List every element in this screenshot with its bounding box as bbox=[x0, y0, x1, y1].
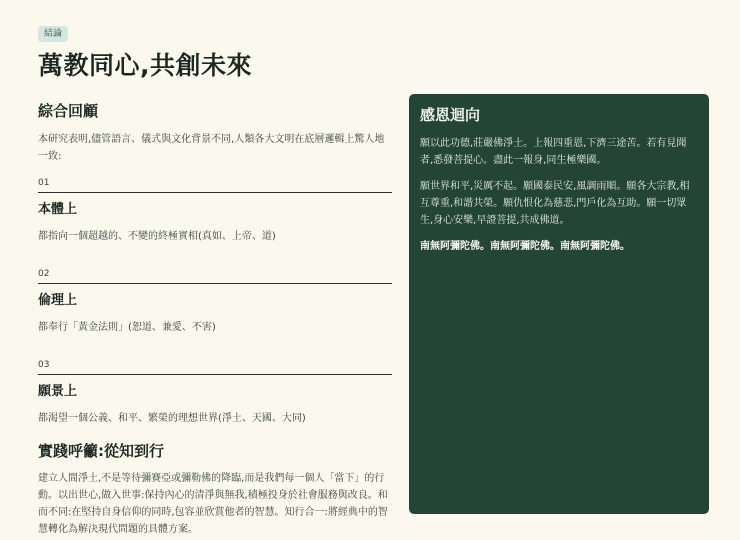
review-item bbox=[38, 269, 392, 333]
item-number: 03 bbox=[38, 360, 50, 370]
item-title: 願景上 bbox=[38, 384, 78, 399]
item-description: 都指向一個超越的、不變的終極實相(真如、上帝、道) bbox=[38, 231, 276, 242]
review-intro: 本研究表明,儘管語言、儀式與文化背景不同,人類各大文明在底層邏輯上驚人地一致: bbox=[38, 134, 385, 162]
item-divider bbox=[38, 283, 392, 284]
practice-text: 建立人間淨土,不是等待彌賽亞或彌勒佛的降臨,而是我們每一個人「當下」的行動。以出世心,做入世事:保持內心的清淨與無我,積極投身於社會服務與改良。和而不同:在堅持自身信仰的同時,包容並欣賞他者的智慧。知行合一:將經典中的智慧轉化為解決現代問題的具體方案。 bbox=[38, 473, 388, 535]
item-divider bbox=[38, 192, 392, 193]
dedication-panel bbox=[409, 94, 709, 514]
conclusion-tag: 結論 bbox=[38, 26, 68, 42]
dedication-wishes: 願世界和平,災厲不起。願國泰民安,風調雨順。願各大宗教,相互尊重,和諧共榮。願仇恨化為慈悲,門戶化為互助。願一切眾生,身心安樂,早證菩提,共成佛道。 bbox=[420, 181, 690, 226]
review-title: 綜合回顧 bbox=[38, 102, 99, 120]
dedication-chant: 南無阿彌陀佛。南無阿彌陀佛。南無阿彌陀佛。 bbox=[420, 241, 630, 252]
item-title: 本體上 bbox=[38, 202, 78, 217]
item-description: 都奉行「黃金法則」(恕道、兼愛、不害) bbox=[38, 322, 216, 333]
practice-title: 實踐呼籲:從知到行 bbox=[38, 442, 164, 460]
review-column bbox=[38, 100, 392, 538]
item-number: 01 bbox=[38, 178, 50, 188]
dedication-title: 感恩迴向 bbox=[420, 106, 481, 124]
item-divider bbox=[38, 374, 392, 375]
item-number: 02 bbox=[38, 269, 50, 279]
page-title: 萬教同心,共創未來 bbox=[38, 51, 252, 80]
item-title: 倫理上 bbox=[38, 293, 78, 308]
item-description: 都渴望一個公義、和平、繁榮的理想世界(淨土、天國、大同) bbox=[38, 413, 306, 424]
review-item bbox=[38, 360, 392, 424]
dedication-verse: 願以此功德,莊嚴佛淨土。上報四重恩,下濟三途苦。若有見聞者,悉發菩提心。盡此一報身,同生極樂國。 bbox=[420, 138, 687, 166]
review-item bbox=[38, 178, 392, 242]
